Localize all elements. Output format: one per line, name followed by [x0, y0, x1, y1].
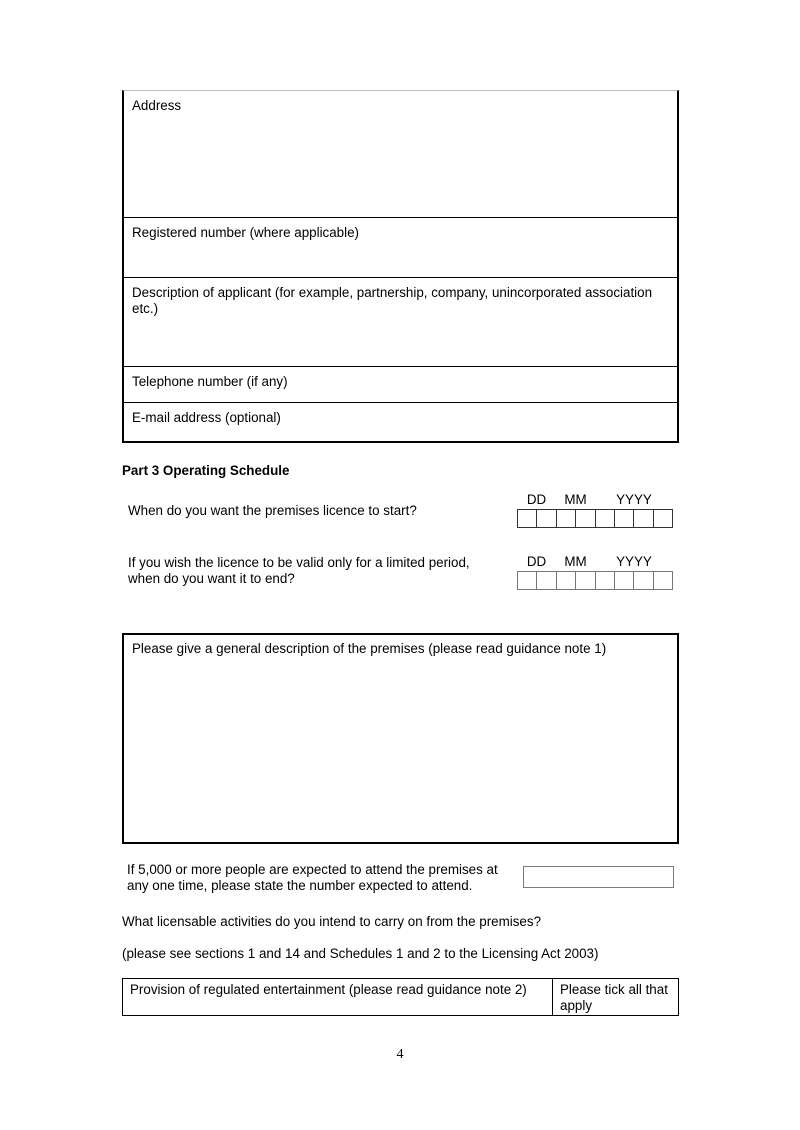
date-cell-year1[interactable]: [596, 509, 615, 528]
email-field[interactable]: [124, 402, 677, 437]
entertainment-header-label: Provision of regulated entertainment (please read guidance note 2): [130, 982, 527, 997]
email-label: E-mail address (optional): [132, 410, 281, 425]
date-cell-month2[interactable]: [576, 509, 595, 528]
date-cell-day2[interactable]: [537, 509, 556, 528]
attendance-number-input[interactable]: [523, 866, 674, 888]
entertainment-header-cell: [123, 979, 553, 1015]
date-cell-month1[interactable]: [557, 571, 576, 590]
applicant-details-table: [122, 90, 679, 443]
licence-start-question: When do you want the premises licence to start?: [128, 503, 417, 518]
start-date-cells: [517, 509, 673, 528]
date-label-mm: MM: [564, 554, 587, 569]
applicant-description-label: Description of applicant (for example, partnership, company, unincorporated association etc.): [132, 285, 653, 316]
licensable-activities-note: (please see sections 1 and 14 and Schedules 1 and 2 to the Licensing Act 2003): [122, 946, 599, 961]
date-cell-day1[interactable]: [517, 571, 537, 590]
date-cell-year2[interactable]: [615, 509, 634, 528]
date-cell-year1[interactable]: [596, 571, 615, 590]
regulated-entertainment-table: [122, 978, 679, 1016]
licence-start-date-group: [517, 492, 673, 528]
licensable-activities-question: What licensable activities do you intend to carry on from the premises?: [122, 914, 542, 929]
page-number: 4: [396, 1047, 404, 1062]
telephone-label: Telephone number (if any): [132, 374, 288, 389]
attendance-question: If 5,000 or more people are expected to attend the premises at any one time, please state the number expected to attend.: [127, 862, 498, 893]
date-cell-year3[interactable]: [634, 509, 653, 528]
date-label-dd: DD: [526, 554, 547, 569]
date-label-mm: MM: [564, 492, 587, 507]
premises-description-label: Please give a general description of the premises (please read guidance note 1): [132, 641, 607, 656]
date-header: [517, 492, 673, 509]
registered-number-field[interactable]: [124, 217, 677, 277]
address-label: Address: [132, 98, 182, 113]
registered-number-label: Registered number (where applicable): [132, 225, 360, 240]
date-label-yyyy: YYYY: [616, 492, 652, 507]
date-cell-year2[interactable]: [615, 571, 634, 590]
premises-description-field[interactable]: [122, 633, 679, 844]
date-cell-year4[interactable]: [654, 509, 673, 528]
date-label-yyyy: YYYY: [616, 554, 652, 569]
end-date-cells: [517, 571, 673, 590]
licence-end-question: If you wish the licence to be valid only for a limited period, when do you want it to end?: [128, 555, 470, 586]
date-cell-day1[interactable]: [517, 509, 537, 528]
telephone-field[interactable]: [124, 366, 677, 402]
applicant-description-field[interactable]: [124, 277, 677, 366]
tick-instruction-label: Please tick all that apply: [560, 982, 668, 1013]
date-cell-month1[interactable]: [557, 509, 576, 528]
date-label-dd: DD: [526, 492, 547, 507]
address-field[interactable]: [124, 91, 677, 217]
tick-instruction-cell: [553, 979, 678, 1015]
licence-end-date-group: [517, 554, 673, 590]
part3-heading: Part 3 Operating Schedule: [122, 463, 290, 478]
date-cell-year4[interactable]: [654, 571, 673, 590]
date-cell-day2[interactable]: [537, 571, 556, 590]
date-cell-month2[interactable]: [576, 571, 595, 590]
date-cell-year3[interactable]: [634, 571, 653, 590]
date-header: [517, 554, 673, 571]
